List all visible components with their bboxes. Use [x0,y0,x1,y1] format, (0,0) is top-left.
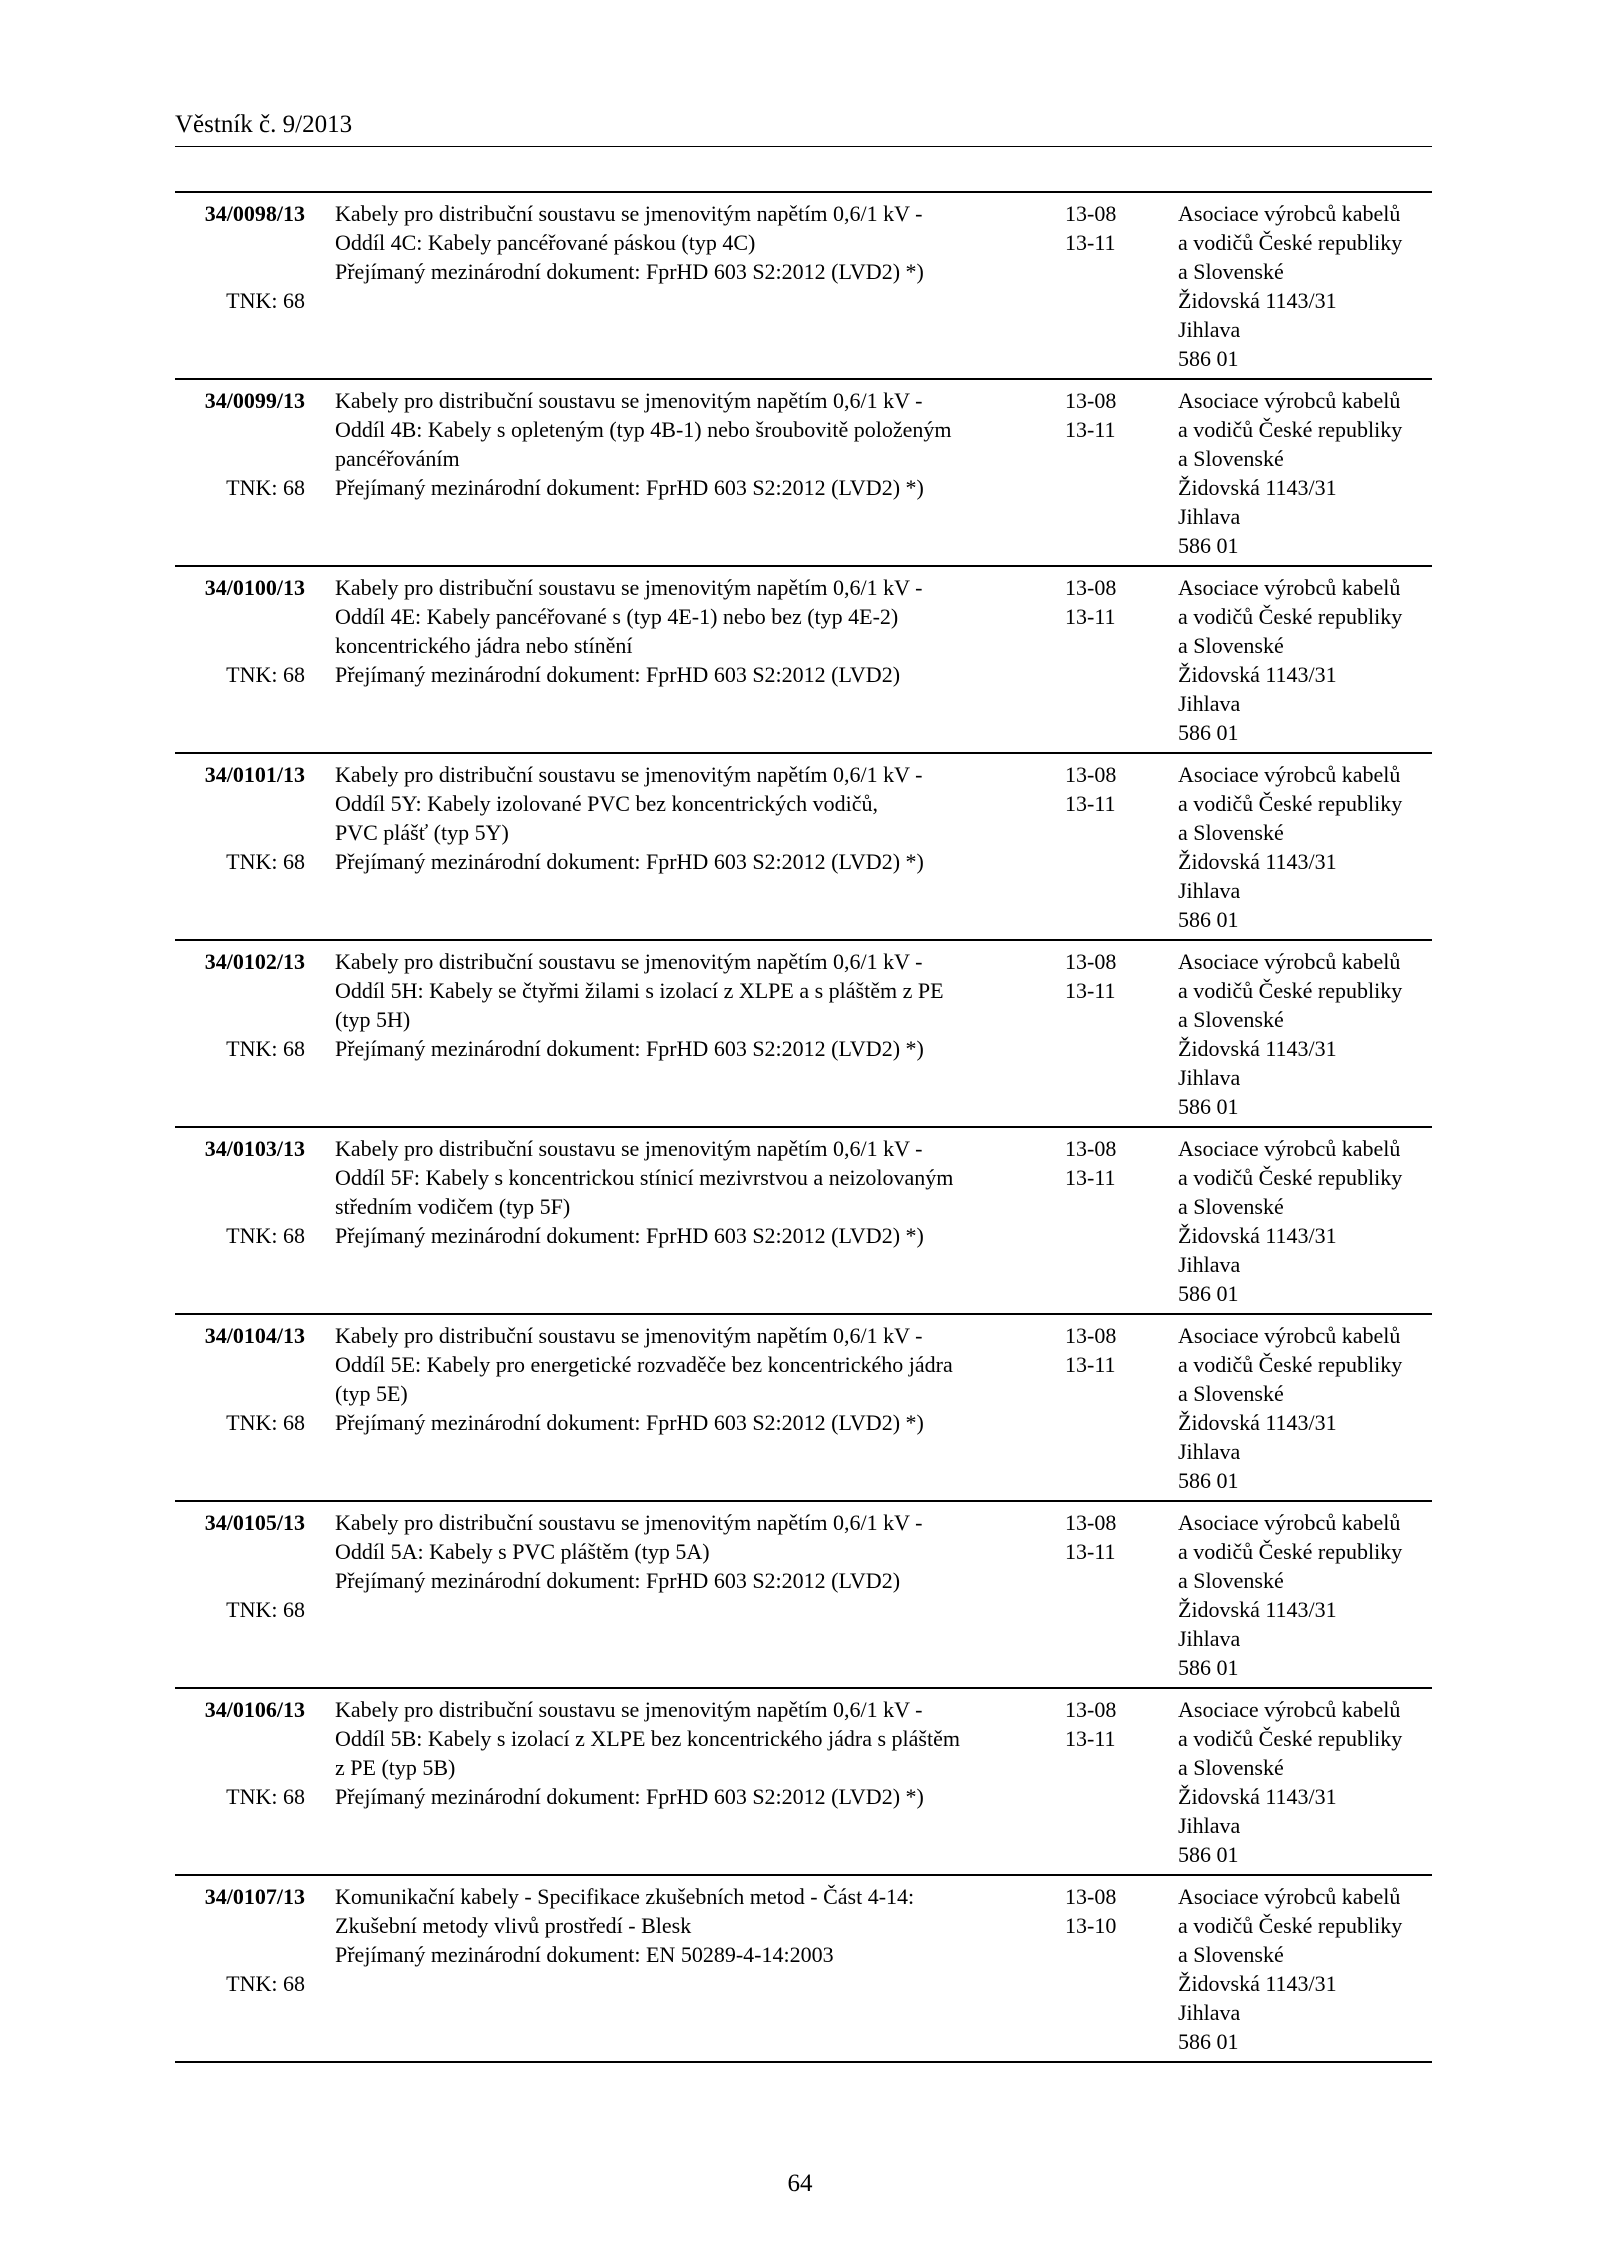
description-line: Přejímaný mezinárodní dokument: FprHD 603 S2:2012 (LVD2) *) [335,259,924,284]
record-dates [1065,199,1155,257]
organization-line: Židovská 1143/31 [1178,662,1337,687]
record-organization [1178,1508,1432,1682]
description-line: Přejímaný mezinárodní dokument: EN 50289-4-14:2003 [335,1942,834,1967]
date-line: 13-11 [1065,604,1116,629]
organization-line: Asociace výrobců kabelů [1178,1884,1401,1909]
organization-line: a vodičů České republiky [1178,230,1403,255]
description-line: Oddíl 5B: Kabely s izolací z XLPE bez koncentrického jádra s pláštěm [335,1726,960,1751]
record-dates [1065,1882,1155,1940]
organization-line: Jihlava [1178,1626,1241,1651]
description-line: Kabely pro distribuční soustavu se jmenovitým napětím 0,6/1 kV - [335,949,923,974]
description-line: Kabely pro distribuční soustavu se jmenovitým napětím 0,6/1 kV - [335,762,923,787]
organization-line: Asociace výrobců kabelů [1178,388,1401,413]
standard-record [175,939,1432,1126]
organization-line: a Slovenské [1178,820,1284,845]
standard-record [175,752,1432,939]
description-line: Přejímaný mezinárodní dokument: FprHD 603 S2:2012 (LVD2) *) [335,849,924,874]
organization-line: a Slovenské [1178,1007,1284,1032]
standard-record [175,378,1432,565]
record-dates [1065,573,1155,631]
record-organization [1178,199,1432,373]
record-id: 34/0102/13 [204,949,305,974]
record-tnk: TNK: 68 [226,1971,305,1996]
organization-line: Asociace výrobců kabelů [1178,1510,1401,1535]
date-line: 13-08 [1065,575,1117,600]
record-id: 34/0101/13 [204,762,305,787]
date-line: 13-08 [1065,1697,1117,1722]
organization-line: Jihlava [1178,878,1241,903]
organization-line: 586 01 [1178,720,1239,745]
date-line: 13-08 [1065,201,1117,226]
organization-line: Asociace výrobců kabelů [1178,201,1401,226]
organization-line: Židovská 1143/31 [1178,849,1337,874]
page-number: 64 [787,2170,813,2197]
description-line: Zkušební metody vlivů prostředí - Blesk [335,1913,692,1938]
organization-line: Asociace výrobců kabelů [1178,762,1401,787]
organization-line: 586 01 [1178,1281,1239,1306]
organization-line: Jihlava [1178,1813,1241,1838]
organization-line: a vodičů České republiky [1178,1726,1403,1751]
description-line: PVC plášť (typ 5Y) [335,820,509,845]
organization-line: a Slovenské [1178,633,1284,658]
organization-line: 586 01 [1178,533,1239,558]
organization-line: Židovská 1143/31 [1178,1223,1337,1248]
date-line: 13-08 [1065,1510,1117,1535]
organization-line: 586 01 [1178,1094,1239,1119]
description-line: (typ 5H) [335,1007,411,1032]
record-organization [1178,1134,1432,1308]
description-line: středním vodičem (typ 5F) [335,1194,571,1219]
record-id: 34/0105/13 [204,1510,305,1535]
date-line: 13-08 [1065,388,1117,413]
organization-line: a vodičů České republiky [1178,1352,1403,1377]
record-id: 34/0104/13 [204,1323,305,1348]
record-organization [1178,760,1432,934]
record-description [335,199,1055,286]
record-organization [1178,947,1432,1121]
date-line: 13-08 [1065,1884,1117,1909]
date-line: 13-11 [1065,978,1116,1003]
organization-line: a vodičů České republiky [1178,1165,1403,1190]
organization-line: Židovská 1143/31 [1178,1597,1337,1622]
record-description [335,1882,1055,1969]
organization-line: Jihlava [1178,317,1241,342]
description-line: Kabely pro distribuční soustavu se jmenovitým napětím 0,6/1 kV - [335,1136,923,1161]
record-id: 34/0107/13 [204,1884,305,1909]
record-id: 34/0099/13 [204,388,305,413]
organization-line: Židovská 1143/31 [1178,288,1337,313]
standard-record [175,1126,1432,1313]
organization-line: a vodičů České republiky [1178,604,1403,629]
description-line: Přejímaný mezinárodní dokument: FprHD 603 S2:2012 (LVD2) *) [335,475,924,500]
description-line: Přejímaný mezinárodní dokument: FprHD 603 S2:2012 (LVD2) *) [335,1784,924,1809]
standards-list [175,191,1432,2063]
record-tnk: TNK: 68 [226,1410,305,1435]
description-line: Oddíl 5F: Kabely s koncentrickou stínicí mezivrstvou a neizolovaným [335,1165,954,1190]
date-line: 13-11 [1065,1165,1116,1190]
organization-line: Asociace výrobců kabelů [1178,1323,1401,1348]
record-description [335,1695,1055,1811]
organization-line: Jihlava [1178,1252,1241,1277]
description-line: Přejímaný mezinárodní dokument: FprHD 603 S2:2012 (LVD2) *) [335,1223,924,1248]
standard-record [175,1687,1432,1874]
record-dates [1065,1508,1155,1566]
description-line: Kabely pro distribuční soustavu se jmenovitým napětím 0,6/1 kV - [335,388,923,413]
standard-record [175,1313,1432,1500]
record-organization [1178,386,1432,560]
description-line: Kabely pro distribuční soustavu se jmenovitým napětím 0,6/1 kV - [335,1510,923,1535]
description-line: Oddíl 5A: Kabely s PVC pláštěm (typ 5A) [335,1539,710,1564]
description-line: Oddíl 5E: Kabely pro energetické rozvaděče bez koncentrického jádra [335,1352,953,1377]
record-tnk: TNK: 68 [226,1036,305,1061]
organization-line: a vodičů České republiky [1178,1539,1403,1564]
record-organization [1178,573,1432,747]
date-line: 13-11 [1065,1726,1116,1751]
description-line: Přejímaný mezinárodní dokument: FprHD 603 S2:2012 (LVD2) [335,1568,901,1593]
organization-line: Jihlava [1178,2000,1241,2025]
record-description [335,386,1055,502]
description-line: Oddíl 5H: Kabely se čtyřmi žilami s izolací z XLPE a s pláštěm z PE [335,978,944,1003]
organization-line: a vodičů České republiky [1178,791,1403,816]
organization-line: Židovská 1143/31 [1178,1784,1337,1809]
date-line: 13-08 [1065,762,1117,787]
date-line: 13-08 [1065,1136,1117,1161]
record-dates [1065,386,1155,444]
organization-line: Židovská 1143/31 [1178,475,1337,500]
organization-line: a vodičů České republiky [1178,417,1403,442]
organization-line: a Slovenské [1178,1755,1284,1780]
organization-line: a Slovenské [1178,1568,1284,1593]
organization-line: Jihlava [1178,691,1241,716]
organization-line: a Slovenské [1178,1194,1284,1219]
description-line: Přejímaný mezinárodní dokument: FprHD 603 S2:2012 (LVD2) *) [335,1410,924,1435]
organization-line: 586 01 [1178,1468,1239,1493]
description-line: pancéřováním [335,446,460,471]
record-organization [1178,1695,1432,1869]
record-dates [1065,760,1155,818]
page-header [175,110,1432,147]
organization-line: a Slovenské [1178,1381,1284,1406]
date-line: 13-11 [1065,417,1116,442]
record-description [335,573,1055,689]
date-line: 13-08 [1065,949,1117,974]
standard-record [175,1874,1432,2061]
description-line: Oddíl 4B: Kabely s opleteným (typ 4B-1) nebo šroubovitě položeným [335,417,952,442]
record-tnk: TNK: 68 [226,1784,305,1809]
record-description [335,1508,1055,1595]
description-line: Oddíl 4E: Kabely pancéřované s (typ 4E-1) nebo bez (typ 4E-2) [335,604,899,629]
organization-line: Asociace výrobců kabelů [1178,1136,1401,1161]
description-line: Kabely pro distribuční soustavu se jmenovitým napětím 0,6/1 kV - [335,1323,923,1348]
organization-line: 586 01 [1178,2029,1239,2054]
record-id: 34/0103/13 [204,1136,305,1161]
record-description [335,947,1055,1063]
record-organization [1178,1321,1432,1495]
description-line: Oddíl 4C: Kabely pancéřované páskou (typ 4C) [335,230,756,255]
record-id: 34/0106/13 [204,1697,305,1722]
record-description [335,1134,1055,1250]
organization-line: 586 01 [1178,346,1239,371]
organization-line: 586 01 [1178,907,1239,932]
record-tnk: TNK: 68 [226,1597,305,1622]
standard-record [175,191,1432,378]
record-id: 34/0100/13 [204,575,305,600]
record-dates [1065,947,1155,1005]
record-organization [1178,1882,1432,2056]
organization-line: 586 01 [1178,1842,1239,1867]
record-description [335,1321,1055,1437]
organization-line: Jihlava [1178,504,1241,529]
record-dates [1065,1695,1155,1753]
record-tnk: TNK: 68 [226,288,305,313]
organization-line: Židovská 1143/31 [1178,1971,1337,1996]
organization-line: 586 01 [1178,1655,1239,1680]
journal-title: Věstník č. 9/2013 [175,111,353,138]
description-line: Kabely pro distribuční soustavu se jmenovitým napětím 0,6/1 kV - [335,575,923,600]
organization-line: a Slovenské [1178,446,1284,471]
description-line: koncentrického jádra nebo stínění [335,633,633,658]
date-line: 13-08 [1065,1323,1117,1348]
description-line: Přejímaný mezinárodní dokument: FprHD 603 S2:2012 (LVD2) *) [335,1036,924,1061]
standard-record [175,565,1432,752]
record-dates [1065,1134,1155,1192]
description-line: Komunikační kabely - Specifikace zkušebních metod - Část 4-14: [335,1884,915,1909]
date-line: 13-11 [1065,791,1116,816]
organization-line: Jihlava [1178,1439,1241,1464]
record-id: 34/0098/13 [204,201,305,226]
description-line: Kabely pro distribuční soustavu se jmenovitým napětím 0,6/1 kV - [335,1697,923,1722]
standard-record [175,1500,1432,1687]
date-line: 13-11 [1065,1539,1116,1564]
organization-line: Asociace výrobců kabelů [1178,1697,1401,1722]
organization-line: Židovská 1143/31 [1178,1410,1337,1435]
date-line: 13-10 [1065,1913,1117,1938]
organization-line: Asociace výrobců kabelů [1178,575,1401,600]
date-line: 13-11 [1065,230,1116,255]
record-dates [1065,1321,1155,1379]
description-line: Oddíl 5Y: Kabely izolované PVC bez koncentrických vodičů, [335,791,878,816]
record-description [335,760,1055,876]
description-line: (typ 5E) [335,1381,408,1406]
organization-line: a Slovenské [1178,259,1284,284]
description-line: Přejímaný mezinárodní dokument: FprHD 603 S2:2012 (LVD2) [335,662,901,687]
record-tnk: TNK: 68 [226,1223,305,1248]
description-line: z PE (typ 5B) [335,1755,456,1780]
organization-line: Židovská 1143/31 [1178,1036,1337,1061]
date-line: 13-11 [1065,1352,1116,1377]
organization-line: a Slovenské [1178,1942,1284,1967]
organization-line: Jihlava [1178,1065,1241,1090]
organization-line: Asociace výrobců kabelů [1178,949,1401,974]
description-line: Kabely pro distribuční soustavu se jmenovitým napětím 0,6/1 kV - [335,201,923,226]
record-tnk: TNK: 68 [226,849,305,874]
record-tnk: TNK: 68 [226,475,305,500]
organization-line: a vodičů České republiky [1178,978,1403,1003]
record-tnk: TNK: 68 [226,662,305,687]
organization-line: a vodičů České republiky [1178,1913,1403,1938]
